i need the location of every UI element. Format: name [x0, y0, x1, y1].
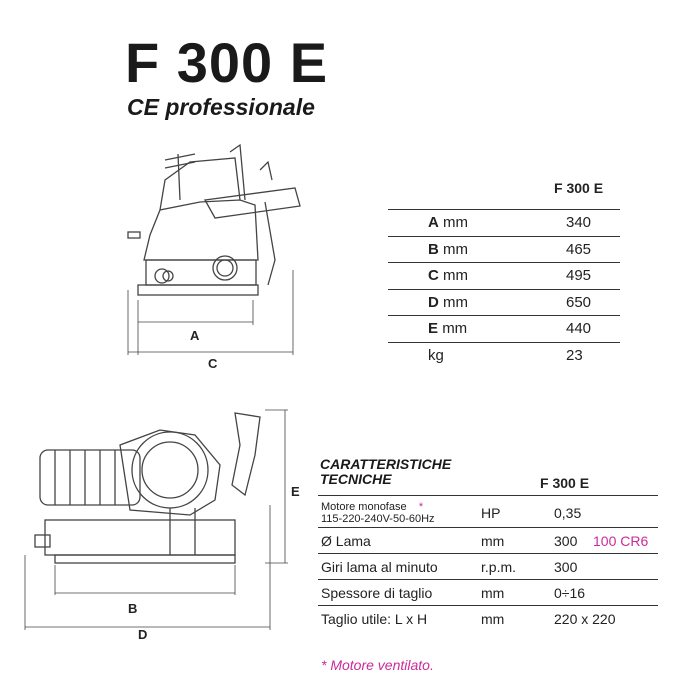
label-b: B	[128, 601, 138, 616]
label-e: E	[291, 484, 300, 499]
spec-unit: r.p.m.	[481, 559, 517, 575]
front-view-drawing	[120, 140, 310, 380]
spec-extra: 100 CR6	[593, 533, 649, 549]
row-value: 23	[566, 347, 583, 364]
row-letter: D	[428, 294, 439, 311]
row-letter: A	[428, 214, 439, 231]
table-row-motor	[318, 495, 658, 526]
spec-label: Giri lama al minuto	[321, 559, 438, 575]
row-letter: E	[428, 320, 439, 337]
page-subtitle: CE professionale	[127, 94, 315, 120]
specs-table-header: F 300 E	[540, 475, 590, 491]
row-value: 465	[566, 241, 592, 258]
specs-section-title: CARATTERISTICHE TECNICHE	[320, 456, 452, 487]
row-unit: mm	[443, 241, 469, 258]
table-row	[388, 289, 620, 316]
spec-value: 300	[554, 559, 578, 575]
row-letter: C	[428, 267, 439, 284]
row-unit: mm	[443, 214, 469, 231]
spec-label: Spessore di taglio	[321, 585, 433, 601]
spec-value: 0÷16	[554, 585, 586, 601]
row-value: 650	[566, 294, 592, 311]
table-row	[318, 579, 658, 605]
row-unit: mm	[443, 294, 469, 311]
row-value: 440	[566, 320, 592, 337]
motor-value: 0,35	[554, 505, 582, 521]
table-row	[318, 553, 658, 579]
row-unit: mm	[442, 320, 468, 337]
row-letter: B	[428, 241, 439, 258]
row-unit: mm	[443, 267, 469, 284]
label-c: C	[208, 356, 218, 371]
spec-value: 300	[554, 533, 578, 549]
table-row	[388, 315, 620, 342]
spec-unit: mm	[481, 533, 505, 549]
table-row	[388, 209, 620, 236]
spec-unit: mm	[481, 585, 505, 601]
label-d: D	[138, 627, 148, 642]
spec-label: Taglio utile: L x H	[321, 611, 428, 627]
table-row	[388, 236, 620, 263]
dimensions-table-header: F 300 E	[554, 180, 604, 196]
row-value: 495	[566, 267, 592, 284]
row-value: 340	[566, 214, 592, 231]
motor-label: Motore monofase	[321, 501, 407, 513]
spec-label: Ø Lama	[321, 533, 371, 549]
spec-unit: mm	[481, 611, 505, 627]
page-title: F 300 E	[125, 31, 329, 94]
footnote: * Motore ventilato.	[321, 657, 434, 673]
label-a: A	[190, 328, 200, 343]
side-view-drawing	[20, 405, 305, 645]
table-row	[388, 262, 620, 289]
motor-voltage: 115-220-240V-50-60Hz	[321, 513, 435, 525]
table-row	[318, 605, 658, 631]
row-unit: kg	[428, 347, 444, 364]
motor-unit: HP	[481, 505, 501, 521]
motor-asterisk: *	[418, 501, 424, 513]
spec-value: 220 x 220	[554, 611, 616, 627]
table-row	[388, 342, 620, 369]
table-row	[318, 527, 658, 553]
